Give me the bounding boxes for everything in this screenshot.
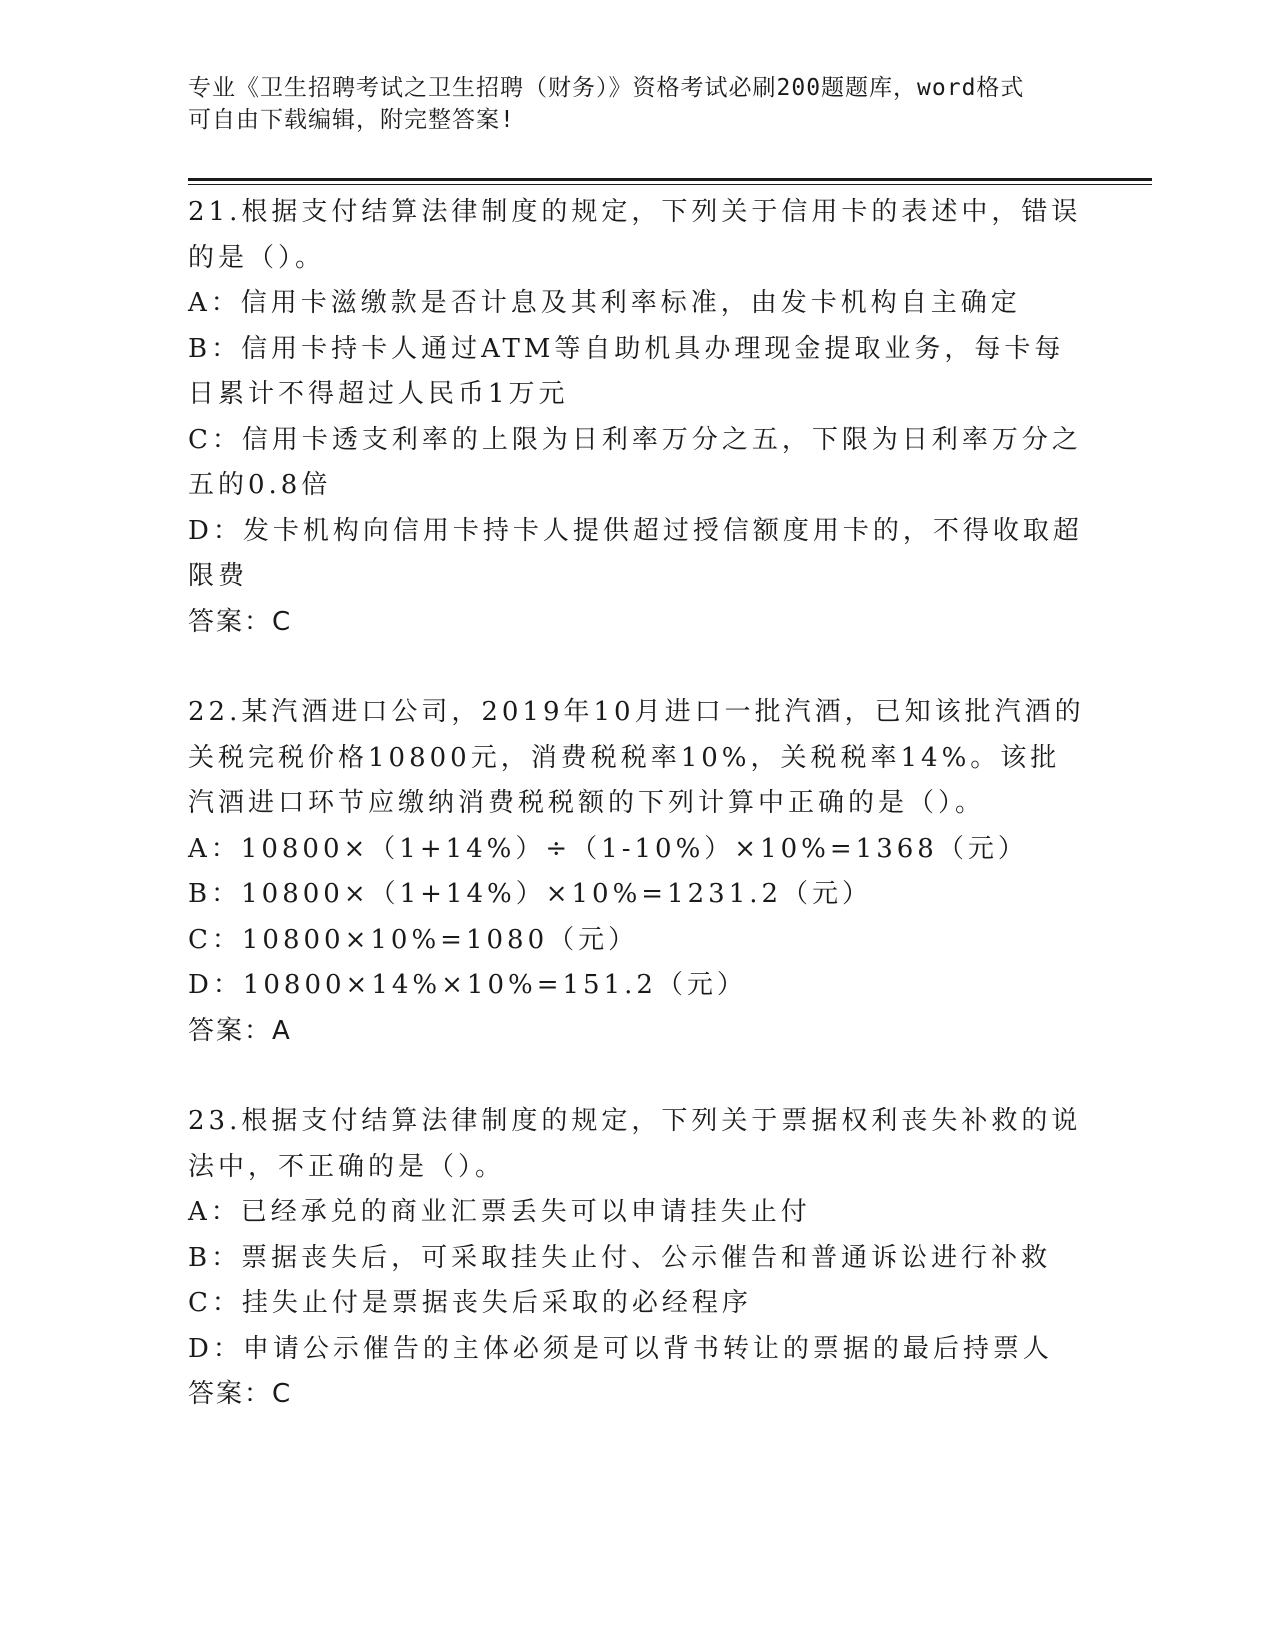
option-d: D：申请公示催告的主体必须是可以背书转让的票据的最后持票人 [188, 1333, 1053, 1364]
question-22 [188, 690, 1088, 1054]
header-line-1: 专业《卫生招聘考试之卫生招聘（财务）》资格考试必刷200题题库，word格式 [188, 75, 1025, 101]
question-23 [188, 1099, 1088, 1418]
option-a: A：信用卡滋缴款是否计息及其利率标准，由发卡机构自主确定 [188, 288, 1021, 318]
option-b: B：票据丧失后，可采取挂失止付、公示催告和普通诉讼进行补救 [188, 1242, 1052, 1273]
option-d: D：发卡机构向信用卡持卡人提供超过授信额度用卡的，不得收取超限费 [188, 515, 1083, 591]
header-divider-thin [188, 184, 1152, 185]
option-c: C：10800×10%=1080（元） [188, 924, 639, 955]
question-stem: 21.根据支付结算法律制度的规定，下列关于信用卡的表述中，错误的是（）。 [188, 197, 1082, 273]
answer: 答案：A [188, 1015, 292, 1046]
header-line-2: 可自由下载编辑，附完整答案! [188, 107, 515, 133]
option-a: A：10800×（1+14%）÷（1-10%）×10%=1368（元） [188, 833, 1028, 864]
answer: 答案：C [188, 606, 293, 637]
option-d: D：10800×14%×10%=151.2（元） [188, 970, 747, 1000]
option-a: A：已经承兑的商业汇票丢失可以申请挂失止付 [188, 1197, 811, 1227]
document-header [188, 72, 1078, 136]
option-c: C：信用卡透支利率的上限为日利率万分之五，下限为日利率万分之五的0.8倍 [188, 424, 1082, 500]
question-21 [188, 190, 1088, 645]
answer: 答案：C [188, 1379, 293, 1409]
question-stem: 23.根据支付结算法律制度的规定，下列关于票据权利丧失补救的说法中，不正确的是（）。 [188, 1106, 1082, 1182]
header-divider-thick [188, 178, 1152, 181]
option-b: B：10800×（1+14%）×10%=1231.2（元） [188, 879, 873, 909]
question-list [188, 190, 1088, 1418]
option-c: C：挂失止付是票据丧失后采取的必经程序 [188, 1288, 752, 1318]
option-b: B：信用卡持卡人通过ATM等自助机具办理现金提取业务，每卡每日累计不得超过人民币1万元 [188, 333, 1065, 409]
question-stem: 22.某汽酒进口公司，2019年10月进口一批汽酒，已知该批汽酒的关税完税价格10800元，消费税税率10%，关税税率14%。该批汽酒进口环节应缴纳消费税税额的下列计算中正确的是（）。 [188, 697, 1085, 818]
